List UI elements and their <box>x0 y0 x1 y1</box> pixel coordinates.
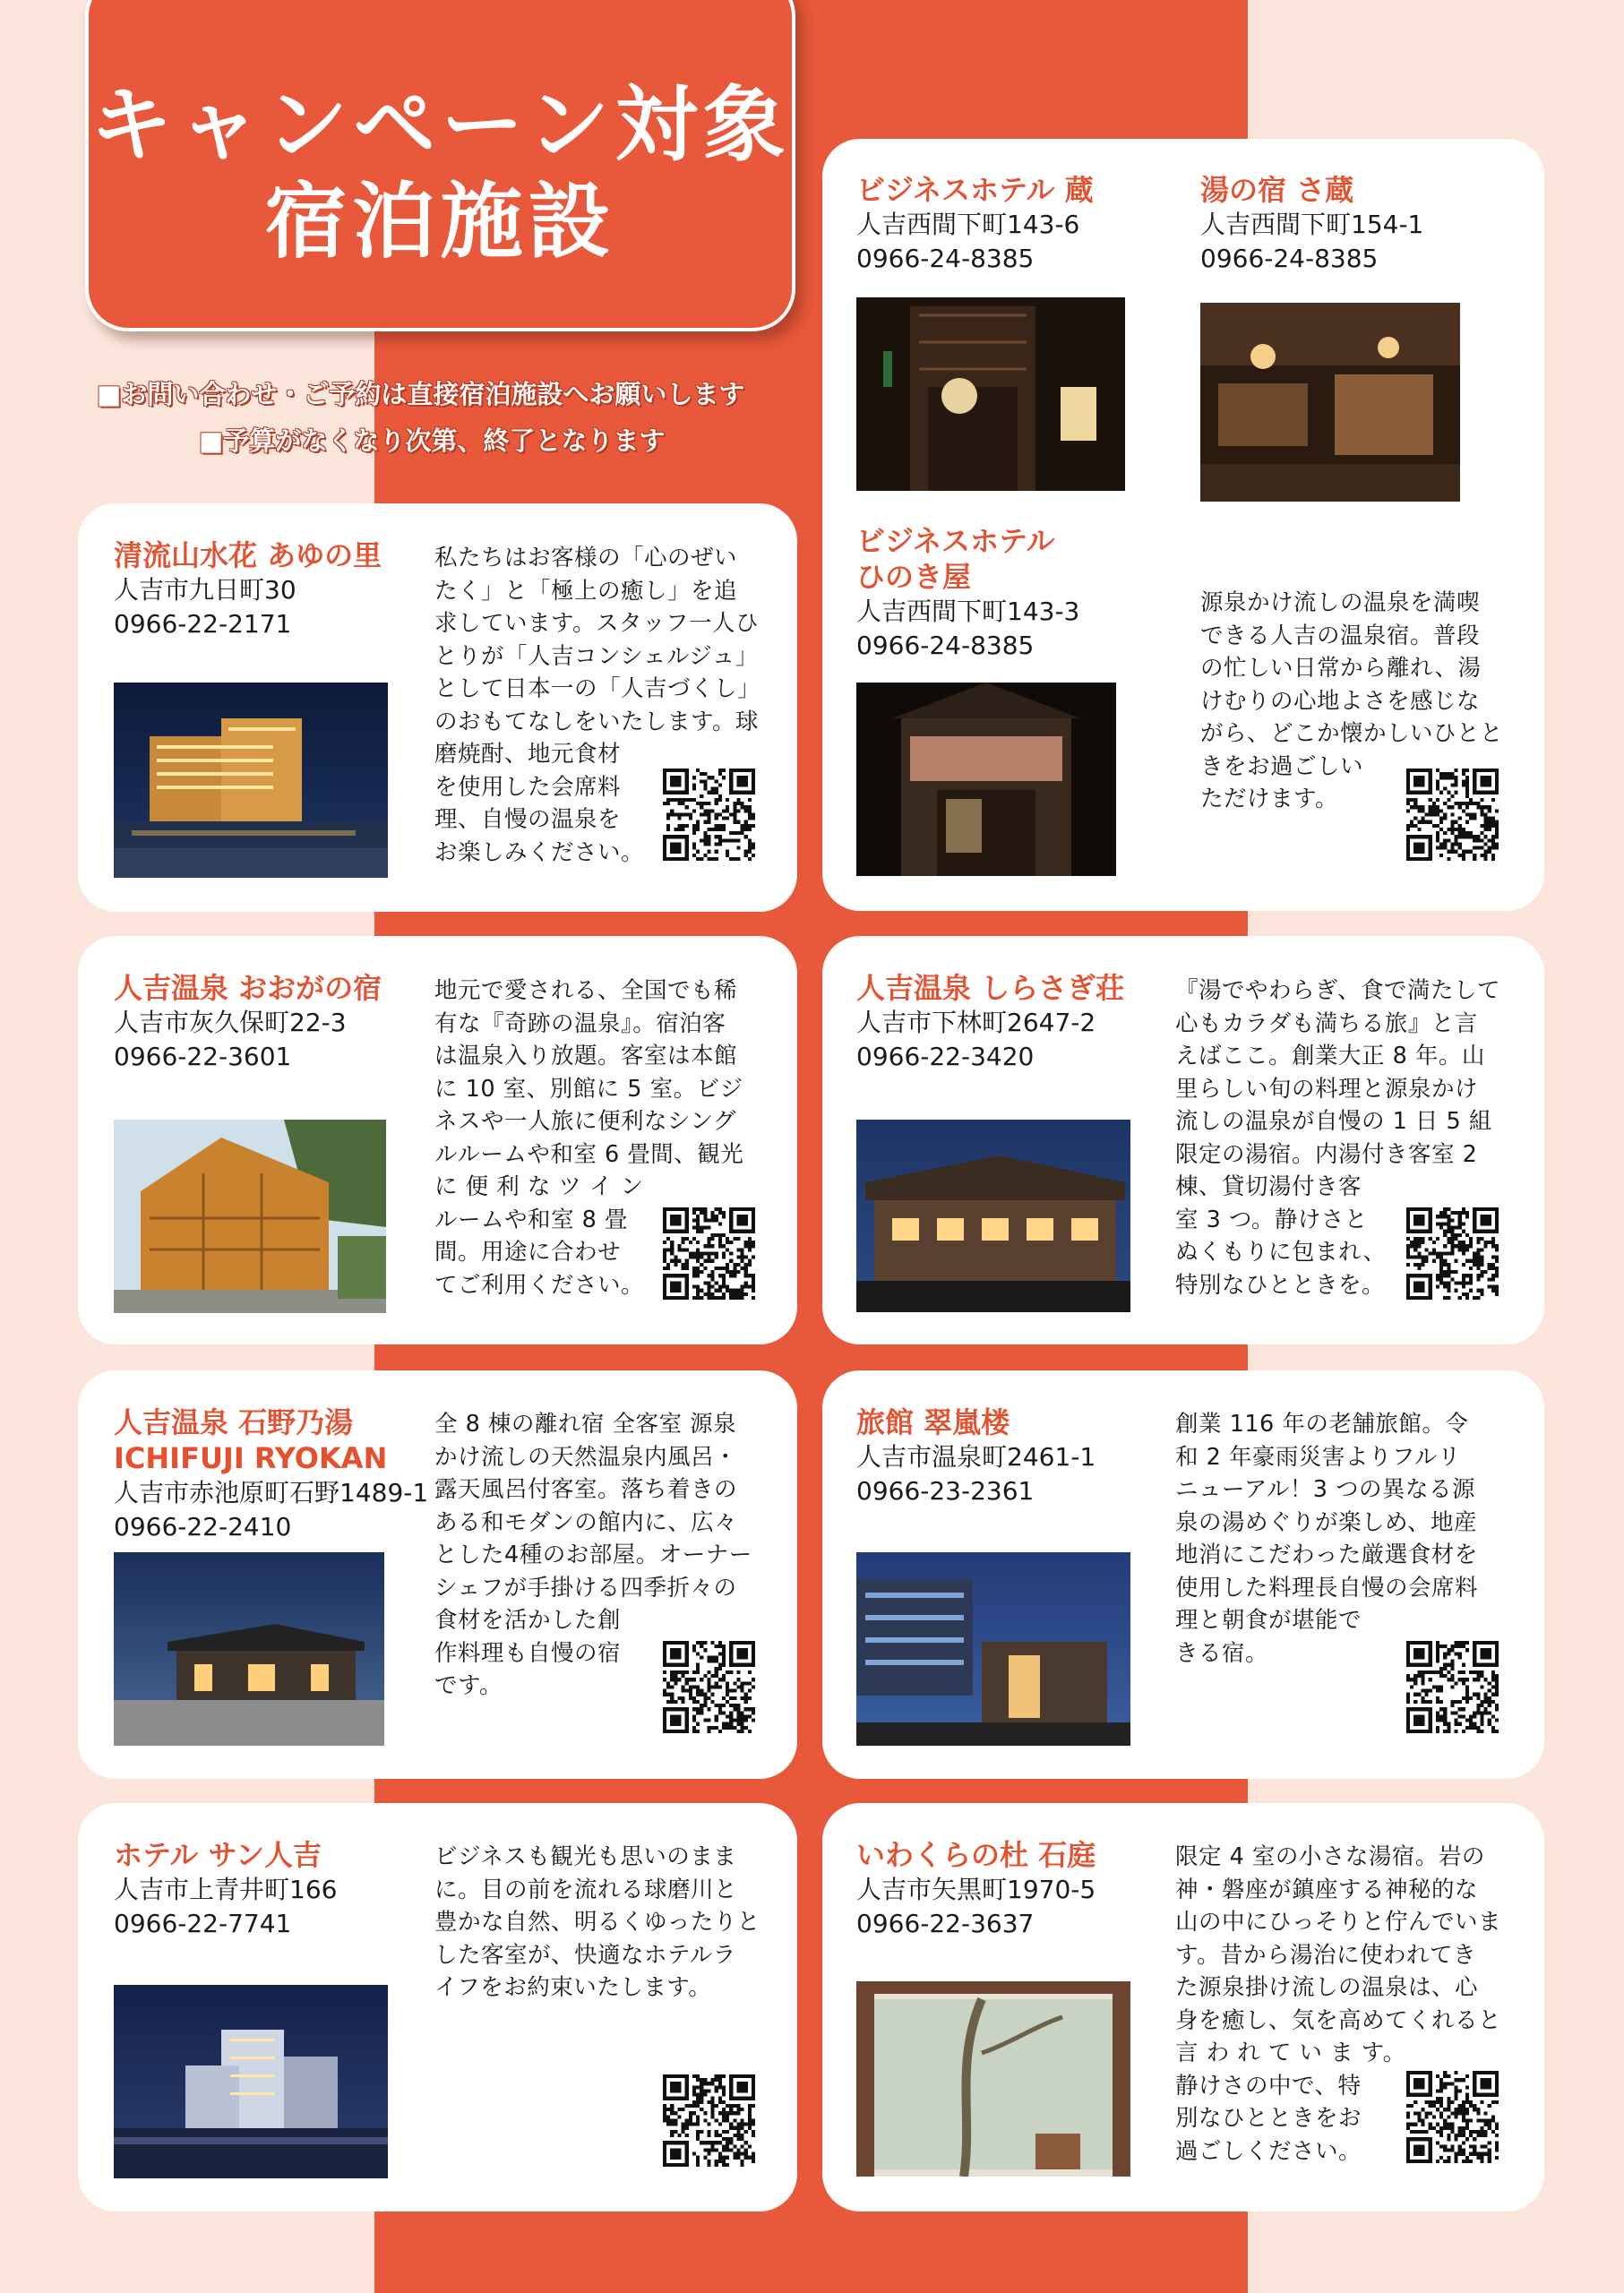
hotel-phone: 0966-24-8385 <box>856 631 1035 660</box>
hotel-phone: 0966-22-7741 <box>114 1909 292 1938</box>
hotel-ayu <box>114 537 382 641</box>
hotel-phone: 0966-24-8385 <box>856 244 1035 273</box>
hotel-shirasagi <box>856 970 1124 1074</box>
hotel-address: 人吉市上青井町166 <box>114 1875 338 1904</box>
desc-sun: ビジネスも観光も思いのまま に。目の前を流れる球磨川と 豊かな自然、明るくゆったりと した客室が、快適なホテルラ イフをお約束いたします。 <box>434 1843 760 2001</box>
title-banner <box>85 0 795 331</box>
photo-oogano <box>114 1120 386 1313</box>
hotel-address: 人吉西間下町143-3 <box>856 597 1080 626</box>
hotel-address: 人吉市温泉町2461-1 <box>856 1442 1096 1472</box>
photo-suiran <box>856 1552 1130 1746</box>
hotel-name-line2: ICHIFUJI RYOKAN <box>114 1441 388 1475</box>
desc-shirasagi: 『湯でやわらぎ、食で満たして 心もカラダも満ちる旅』と言 えばここ。創業大正 8 年。山 里らしい旬の料理と源泉かけ 流しの温泉が自慢の 1 日 5 組 限定の湯宿。内湯付き客室 2 棟、貸切湯付き客 室 3 つ。静けさと ぬくもりに包まれ、 特別なひとときを。 <box>1175 977 1500 1299</box>
hotel-iwakura <box>856 1837 1096 1941</box>
hotel-phone: 0966-24-8385 <box>1200 244 1379 273</box>
hotel-phone: 0966-22-3420 <box>856 1042 1035 1071</box>
hotel-name: 人吉温泉 しらさぎ荘 <box>856 971 1125 1005</box>
hotel-name: 湯の宿 さ蔵 <box>1200 173 1354 207</box>
hotel-sun <box>114 1837 337 1941</box>
hotel-name-line2: ひのき屋 <box>856 560 972 594</box>
hotel-address: 人吉西間下町154-1 <box>1200 210 1424 239</box>
hotel-ishino <box>114 1404 428 1544</box>
hotel-hinokiya <box>856 523 1079 663</box>
desc-suiran: 創業 116 年の老舗旅館。令 和 2 年豪雨災害よりフルリ ニューアル！3 つの異なる源 泉の湯めぐりが楽しめ、地産 地消にこだわった厳選食材を 使用した料理長自慢の会席料 理と朝食が堪能で きる宿。 <box>1175 1411 1479 1667</box>
hotel-name: ホテル サン人吉 <box>114 1838 322 1872</box>
hotel-name: 人吉温泉 おおがの宿 <box>114 971 382 1005</box>
qr-code-ayu[interactable] <box>663 769 755 861</box>
hotel-name: 旅館 翠嵐楼 <box>856 1405 1010 1439</box>
hotel-address: 人吉西間下町143-6 <box>856 210 1080 239</box>
qr-code-shirasagi[interactable] <box>1406 1207 1499 1300</box>
note-budget: ■予算がなくなり次第、終了となります <box>199 425 666 456</box>
note-inquiry: ■お問い合わせ・ご予約は直接宿泊施設へお願いします <box>97 379 745 409</box>
hotel-name-line1: ビジネスホテル <box>856 524 1055 558</box>
photo-kura <box>856 297 1125 491</box>
desc-ishino: 全 8 棟の離れ宿 全客室 源泉 かけ流しの天然温泉内風呂・ 露天風呂付客室。落ち着きの ある和モダンの館内に、広々 とした4種のお部屋。オーナー シェフが手掛ける四季折々の 食材を活かした創 作料理も自慢の宿 です。 <box>434 1411 752 1699</box>
photo-hinokiya <box>856 683 1116 876</box>
hotel-sakura <box>1200 172 1423 276</box>
hotel-name-line1: 人吉温泉 石野乃湯 <box>114 1405 354 1439</box>
photo-sun <box>114 1985 388 2178</box>
hotel-name: ビジネスホテル 蔵 <box>856 173 1094 207</box>
hotel-phone: 0966-22-2171 <box>114 609 292 639</box>
desc-hinokiya: 源泉かけ流しの温泉を満喫 できる人吉の温泉宿。普段 の忙しい日常から離れ、湯 けむりの心地よさを感じな がら、どこか懐かしいひとと きをお過ごしい ただけます。 <box>1200 589 1504 812</box>
hotel-name: いわくらの杜 石庭 <box>856 1838 1096 1872</box>
hotel-address: 人吉市九日町30 <box>114 575 296 605</box>
desc-ayu: 私たちはお客様の「心のぜい たく」と「極上の癒し」を追 求しています。スタッフ一人ひ とりが「人吉コンシェルジュ」 として日本一の「人吉づくし」 のおもてなしをいたします。球 磨焼酎、地元食材 を使用した会席料 理、自慢の温泉を お楽しみください。 <box>434 545 761 866</box>
hotel-oogano <box>114 970 382 1074</box>
photo-shirasagi <box>856 1120 1130 1312</box>
desc-iwakura: 限定 4 室の小さな湯宿。岩の 神・磐座が鎮座する神秘的な 山の中にひっそりと佇んでいま す。昔から湯治に使われてき た源泉掛け流しの温泉は、心 身を癒し、気を高めてくれると 言 わ れ て い ま す。 静けさの中で、特 別なひとときをお 過ごしください。 <box>1175 1843 1502 2165</box>
title-line-2: 宿泊施設 <box>264 173 616 270</box>
qr-code-hinokiya[interactable] <box>1406 769 1499 861</box>
qr-code-iwakura[interactable] <box>1406 2071 1499 2163</box>
hotel-phone: 0966-22-2410 <box>114 1512 292 1542</box>
photo-sakura <box>1200 303 1460 502</box>
hotel-address: 人吉市下林町2647-2 <box>856 1008 1096 1037</box>
qr-code-sun[interactable] <box>663 2074 755 2167</box>
hotel-address: 人吉市灰久保町22-3 <box>114 1008 347 1037</box>
qr-code-ishino[interactable] <box>663 1641 755 1733</box>
hotel-phone: 0966-22-3601 <box>114 1042 292 1071</box>
hotel-address: 人吉市赤池原町石野1489-1 <box>114 1478 429 1507</box>
hotel-name: 清流山水花 あゆの里 <box>114 538 382 572</box>
qr-code-oogano[interactable] <box>663 1207 755 1300</box>
hotel-kura <box>856 172 1094 276</box>
desc-oogano: 地元で愛される、全国でも稀 有な『奇跡の温泉』。宿泊客 は温泉入り放題。客室は本館 に 10 室、別館に 5 室。ビジ ネスや一人旅に便利なシング ルルームや和室 6 畳間、観光 に 便 利 な ツ イ ン ルームや和室 8 畳 間。用途に合わせ てご利用ください。 <box>434 977 744 1299</box>
hotel-phone: 0966-22-3637 <box>856 1909 1035 1938</box>
photo-iwakura <box>856 1981 1130 2177</box>
hotel-suiran <box>856 1404 1096 1508</box>
qr-code-suiran[interactable] <box>1406 1641 1499 1733</box>
title-line-1: キャンペーン対象 <box>90 76 791 173</box>
photo-ayu <box>114 683 388 878</box>
photo-ishino <box>114 1552 384 1746</box>
hotel-phone: 0966-23-2361 <box>856 1476 1035 1506</box>
hotel-address: 人吉市矢黒町1970-5 <box>856 1875 1096 1904</box>
